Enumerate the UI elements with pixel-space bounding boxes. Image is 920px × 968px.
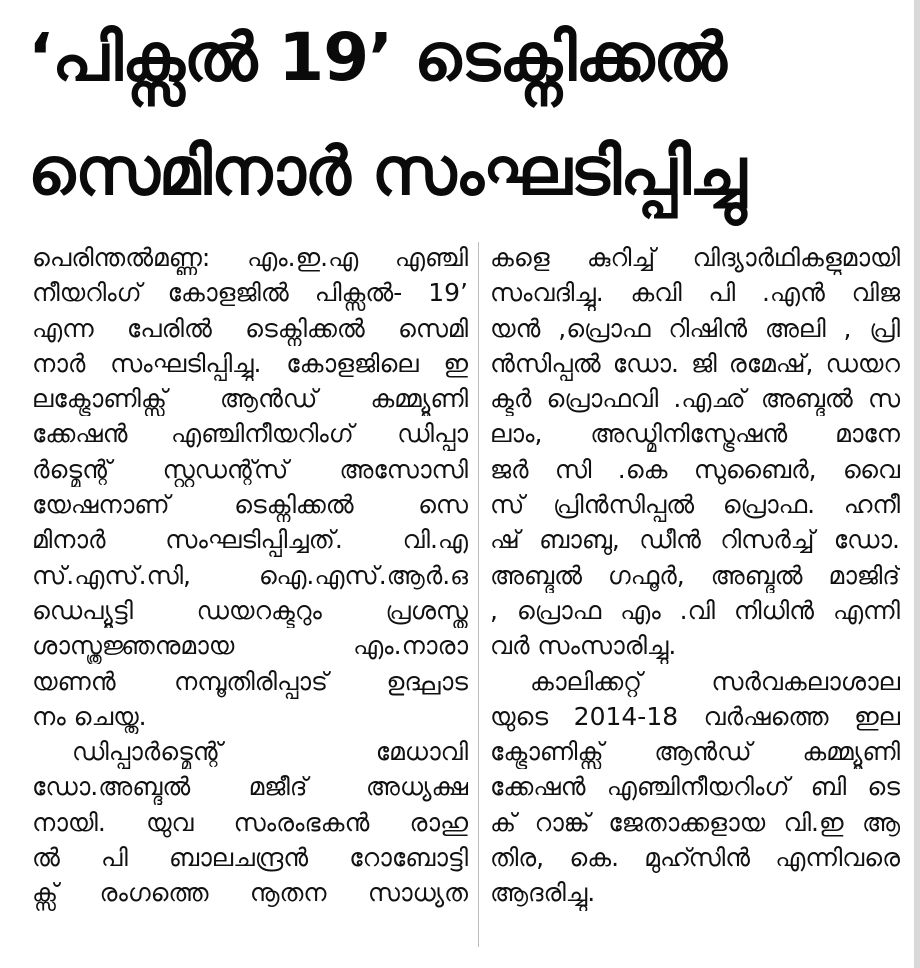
- text-line: , പ്രൊഫ എം .വി നിധിൻ എന്നി: [490, 595, 900, 625]
- text-line: നം ചെയ്തു.: [32, 701, 147, 731]
- text-line: യേഷനാണ് ടെക്നിക്കൽ സെ: [32, 490, 468, 520]
- text-line: ക്സ് രംഗത്തെ നൂതന സാധ്യത: [32, 878, 468, 908]
- text-line: ക്ട്രോണിക്സ് ആൻഡ് കമ്മ്യൂണി: [490, 737, 900, 767]
- text-line: യണൻ നമ്പൂതിരിപ്പാട് ഉദ്ഘാട: [32, 666, 468, 696]
- text-line: പെരിന്തൽമണ്ണ: എം.ഇ.എ എഞ്ചി: [32, 243, 468, 272]
- text-line: വർ സംസാരിച്ചു.: [490, 631, 677, 661]
- text-line: അബ്ദുൽ ഗഫൂർ, അബ്ദുൽ മാജിദ്: [490, 560, 900, 590]
- text-line: സ്.എസ്.സി, ഐ.എസ്.ആർ.ഒ: [32, 560, 468, 590]
- text-line: മിനാർ സംഘടിപ്പിച്ചത്. വി.എ: [32, 525, 468, 555]
- text-line: കാലിക്കറ്റ് സർവകലാശാല: [530, 666, 900, 696]
- text-line: നീയറിംഗ് കോളജിൽ പിക്സൽ- 19’: [32, 278, 468, 308]
- text-line: ജർ സി .കെ സുബൈർ, വൈ: [490, 454, 900, 484]
- text-line: ഷ് ബാബു, ഡീൻ റിസർച്ച് ഡോ.: [490, 525, 900, 555]
- text-line: എന്ന പേരിൽ ടെക്നിക്കൽ സെമി: [32, 313, 468, 343]
- text-line: ഡോ.അബ്ദുൽ മജീദ് അധ്യക്ഷ: [32, 772, 468, 802]
- text-line: നാർ സംഘടിപ്പിച്ചു. കോളജിലെ ഇ: [32, 348, 468, 378]
- page-edge: [914, 0, 920, 968]
- text-line: യൻ ,പ്രൊഫ റിഷിൻ അലി , പ്രി: [490, 313, 900, 343]
- text-line: ലാം, അഡ്മിനിസ്ട്രേഷൻ മാനേ: [490, 419, 900, 449]
- text-line: ശാസ്ത്രജ്ഞനുമായ എം.നാരാ: [32, 631, 468, 661]
- text-line: ക്കേഷൻ എഞ്ചിനീയറിംഗ് ബി ടെ: [490, 772, 900, 802]
- text-line: ൽ പി ബാലചന്ദ്രൻ റോബോട്ടി: [32, 843, 468, 873]
- text-line: കളെ കുറിച്ച് വിദ്യാർഥികളുമായി: [490, 243, 900, 272]
- text-line: ക്ടർ പ്രൊഫവി .എഛ് അബ്ദുൽ സ: [490, 384, 900, 414]
- text-line: ക് റാങ്ക് ജേതാക്കളായ വി.ഇ ആ: [490, 807, 900, 837]
- article-column-left: [32, 240, 468, 911]
- headline-line-1: ‘പിക്സൽ 19’ ടെക്നിക്കൽ: [28, 19, 726, 96]
- text-line: യുടെ 2014-18 വർഷത്തെ ഇല: [490, 701, 900, 731]
- headline-line-2: സെമിനാർ സംഘടിപ്പിച്ചു: [28, 133, 746, 210]
- text-line: ർട്മെന്റ് സ്റ്റുഡന്റ്സ് അസോസി: [32, 454, 468, 484]
- text-line: തിര, കെ. മുഹ്സിൻ എന്നിവരെ: [490, 843, 900, 873]
- text-line: ൻസിപ്പൽ ഡോ. ജി രമേഷ്, ഡയറ: [490, 348, 900, 378]
- article-column-right: [490, 240, 900, 911]
- text-line: ഡിപ്പാർട്മെന്റ് മേധാവി: [72, 737, 468, 767]
- text-line: ലക്ട്രോണിക്സ് ആൻഡ് കമ്മ്യൂണി: [32, 384, 468, 414]
- text-line: സംവദിച്ചു. കവി പി .എൻ വിജ: [490, 278, 900, 308]
- text-line: ക്കേഷൻ എഞ്ചിനീയറിംഗ് ഡിപ്പാ: [32, 419, 468, 449]
- text-line: നായി. യുവ സംരംഭകൻ രാഹു: [32, 807, 468, 837]
- text-line: ആദരിച്ചു.: [490, 878, 596, 908]
- text-line: സ് പ്രിൻസിപ്പൽ പ്രൊഫ. ഹനീ: [490, 490, 900, 520]
- column-divider: [478, 242, 479, 947]
- text-line: ഡെപ്യൂട്ടി ഡയറക്ടറും പ്രശസ്ത: [32, 595, 468, 625]
